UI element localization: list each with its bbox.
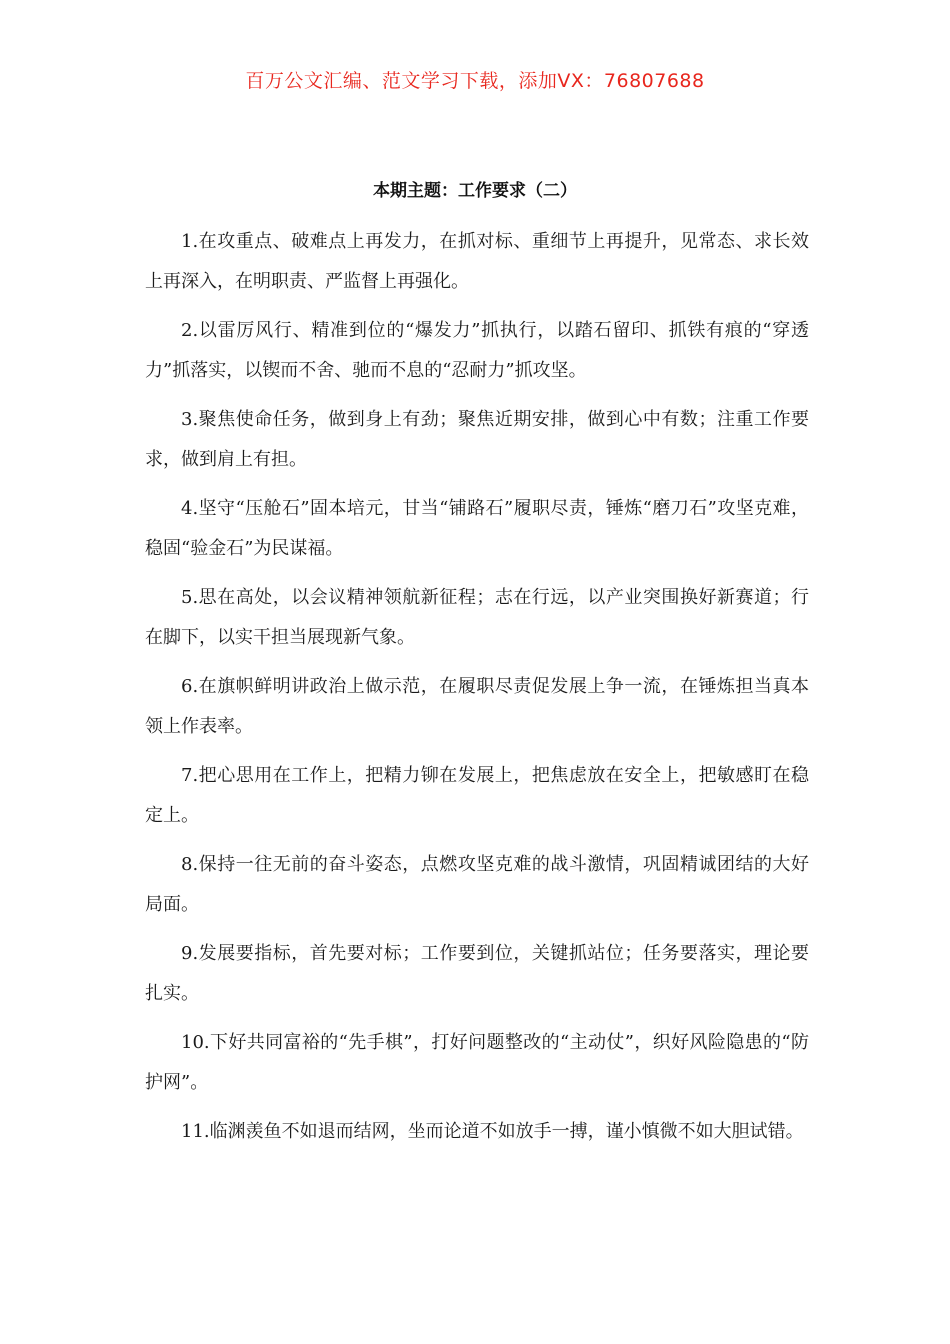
paragraph: 1.在攻重点、破难点上再发力，在抓对标、重细节上再提升，见常态、求长效上再深入，在明职责、严监督上再强化。 (145, 231, 809, 292)
paragraph: 3.聚焦使命任务，做到身上有劲；聚焦近期安排，做到心中有数；注重工作要求，做到肩上有担。 (145, 409, 809, 470)
header-note: 百万公文汇编、范文学习下载，添加VX：76807688 (245, 70, 705, 92)
paragraph: 10.下好共同富裕的“先手棋”，打好问题整改的“主动仗”，织好风险隐患的“防护网”。 (145, 1032, 809, 1093)
document-body (145, 222, 809, 1161)
paragraph: 7.把心思用在工作上，把精力铆在发展上，把焦虑放在安全上，把敏感盯在稳定上。 (145, 765, 809, 826)
paragraph: 4.坚守“压舱石”固本培元，甘当“铺路石”履职尽责，锤炼“磨刀石”攻坚克难，稳固“验金石”为民谋福。 (145, 498, 809, 559)
page-title: 本期主题：工作要求（二） (373, 181, 577, 201)
paragraph: 11.临渊羡鱼不如退而结网，坐而论道不如放手一搏，谨小慎微不如大胆试错。 (181, 1121, 804, 1142)
paragraph: 8.保持一往无前的奋斗姿态，点燃攻坚克难的战斗激情，巩固精诚团结的大好局面。 (145, 854, 809, 915)
paragraph: 2.以雷厉风行、精准到位的“爆发力”抓执行，以踏石留印、抓铁有痕的“穿透力”抓落实，以锲而不舍、驰而不息的“忍耐力”抓攻坚。 (145, 320, 809, 381)
paragraph: 9.发展要指标，首先要对标；工作要到位，关键抓站位；任务要落实，理论要扎实。 (145, 943, 809, 1004)
paragraph: 5.思在高处，以会议精神领航新征程；志在行远，以产业突围换好新赛道；行在脚下，以实干担当展现新气象。 (145, 587, 809, 648)
paragraph: 6.在旗帜鲜明讲政治上做示范，在履职尽责促发展上争一流，在锤炼担当真本领上作表率。 (145, 676, 809, 737)
